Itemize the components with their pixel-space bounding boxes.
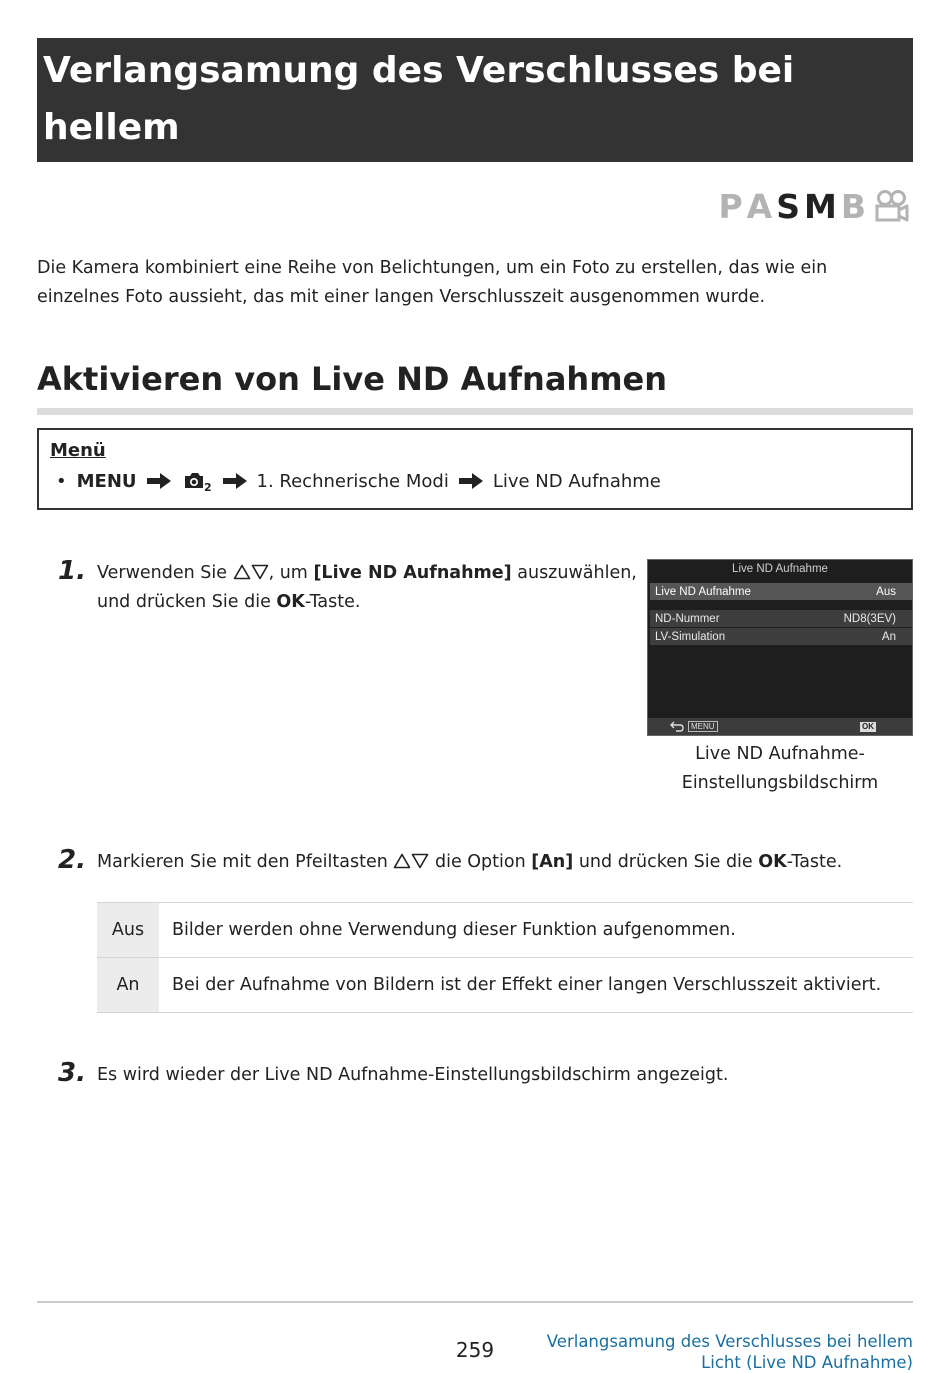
up-arrow-icon (233, 564, 251, 580)
step-1-text (97, 559, 637, 617)
menu-step-modes: 1. Rechnerische Modi (256, 470, 449, 492)
ok-key-label: OK (276, 592, 305, 612)
step-1-mid: , um (268, 563, 308, 583)
screen-row-value: An (881, 630, 896, 643)
arrow-right-icon (222, 472, 248, 490)
menu-key-label: MENU (76, 470, 137, 492)
screen-menu-button: MENU (688, 721, 718, 732)
menu-path (56, 470, 661, 492)
arrow-right-icon (458, 472, 484, 490)
footer-divider (37, 1301, 913, 1303)
footer-section-link[interactable] (547, 1331, 913, 1373)
screen-row-live-nd[interactable] (650, 583, 912, 600)
option-key: Aus (97, 903, 159, 958)
option-description: Bilder werden ohne Verwendung dieser Funktion aufgenommen. (159, 903, 913, 958)
step-2-end: -Taste. (786, 852, 843, 872)
section-heading: Aktivieren von Live ND Aufnahmen (37, 360, 668, 398)
section-divider (37, 408, 913, 415)
screen-row-label: LV-Simulation (655, 630, 726, 643)
step-number-3: 3. (58, 1058, 86, 1088)
arrow-right-icon (146, 472, 172, 490)
ok-key-label: OK (758, 852, 787, 872)
step-2-pre: Markieren Sie mit den Pfeiltasten (97, 852, 388, 872)
step-1-line2: und drücken Sie die (97, 592, 271, 612)
option-description: Bei der Aufnahme von Bildern ist der Effekt einer langen Verschlusszeit aktiviert. (159, 958, 913, 1013)
table-row (97, 958, 913, 1013)
screen-title: Live ND Aufnahme (732, 563, 828, 575)
menu-box-title: Menü (50, 440, 106, 461)
step-number-2: 2. (58, 845, 86, 875)
step-2-text (97, 848, 913, 877)
screen-ok-button: OK (862, 722, 874, 731)
menu-path-box (37, 428, 913, 510)
back-arrow-icon (670, 721, 684, 732)
screen-row-label: Live ND Aufnahme (655, 585, 751, 598)
step-2-post: und drücken Sie die (578, 852, 753, 872)
movie-camera-icon (874, 189, 910, 223)
mode-s: S (776, 186, 802, 226)
screen-row-lv-simulation[interactable] (650, 628, 912, 645)
mode-m: M (804, 186, 839, 226)
camera-settings-screen (647, 559, 913, 736)
footer-link-line1[interactable]: Verlangsamung des Verschlusses bei hellem (546, 1332, 913, 1351)
screen-row-nd-number[interactable] (650, 610, 912, 627)
shooting-mode-indicators (718, 188, 910, 224)
page-number: 259 (455, 1338, 495, 1362)
caption-line1: Live ND Aufnahme- (695, 744, 865, 764)
mode-b: B (840, 186, 868, 226)
step-2-mid: die Option (434, 852, 526, 872)
down-arrow-icon (411, 853, 429, 869)
bullet: • (56, 470, 67, 492)
option-key: An (97, 958, 159, 1013)
menu-step-live-nd: Live ND Aufnahme (492, 470, 661, 492)
step-1-line2-end: -Taste. (304, 592, 361, 612)
screen-row-value: ND8(3EV) (843, 612, 896, 625)
table-row (97, 903, 913, 958)
step-number-1: 1. (58, 556, 86, 586)
intro-paragraph: Die Kamera kombiniert eine Reihe von Belichtungen, um ein Foto zu erstellen, das wie ein einzelnes Foto aussieht, das mit einer langen Verschlusszeit ausgenommen wurde. (37, 258, 828, 307)
step-1-post: auszuwählen, (517, 563, 637, 583)
page-title (37, 38, 913, 205)
step-1-option: [Live ND Aufnahme] (313, 563, 512, 583)
mode-a: A (746, 186, 775, 226)
shooting-menu-number: 2 (203, 481, 212, 492)
page-title-line2: Licht (Live ND Aufnahme) (43, 164, 563, 205)
down-arrow-icon (251, 564, 269, 580)
mode-p: P (718, 186, 745, 226)
screen-row-value: Aus (876, 585, 896, 598)
screen-caption (647, 740, 913, 798)
screen-row-label: ND-Nummer (655, 612, 720, 625)
up-arrow-icon (393, 853, 411, 869)
step-1-pre: Verwenden Sie (97, 563, 228, 583)
caption-line2: Einstellungsbildschirm (681, 773, 879, 793)
step-3-text: Es wird wieder der Live ND Aufnahme-Einstellungsbildschirm angezeigt. (97, 1065, 729, 1085)
shooting-menu-2-icon (183, 470, 213, 492)
step-2-option: [An] (531, 852, 574, 872)
page-title-line1: Verlangsamung des Verschlusses bei hellem (43, 50, 795, 148)
options-table (97, 902, 913, 1013)
footer-link-line2[interactable]: Licht (Live ND Aufnahme) (701, 1353, 913, 1372)
